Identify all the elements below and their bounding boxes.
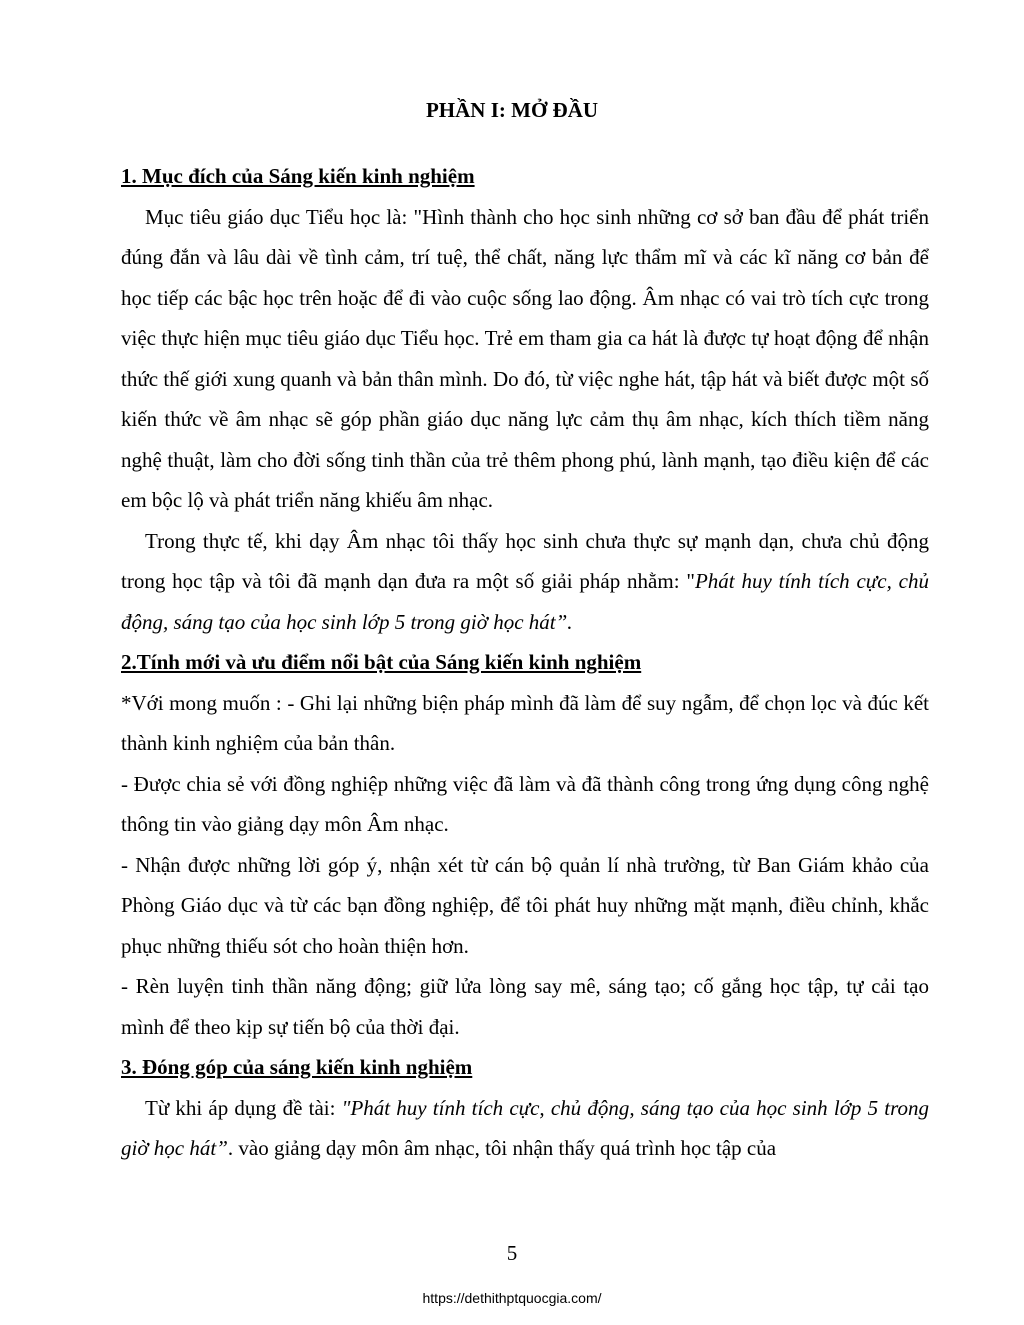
initiative-title-italic-2: "Phát huy tính tích cực, chủ động, sáng tạo của học sinh lớp 5 trong giờ học hát” <box>121 1095 929 1160</box>
section-2-heading: 2.Tính mới và ưu điểm nổi bật của Sáng kiến kinh nghiệm <box>121 650 642 674</box>
section-3-paragraph-1-tail: . vào giảng dạy môn âm nhạc, tôi nhận thấy quá trình học tập của <box>227 1136 777 1160</box>
section-1-paragraph-1: Mục tiêu giáo dục Tiểu học là: "Hình thành cho học sinh những cơ sở ban đầu để phát triển đúng đắn và lâu dài về tình cảm, trí tuệ, thể chất, năng lực thẩm mĩ và các kĩ năng cơ bản để học tiếp các bậc học trên hoặc để đi vào cuộc sống lao động. Âm nhạc có vai trò tích cực trong việc thực hiện mục tiêu giáo dục Tiểu học. Trẻ em tham gia ca hát là được tự hoạt động để nhận thức thế giới xung quanh và bản thân mình. Do đó, từ việc nghe hát, tập hát và biết được một số kiến thức về âm nhạc sẽ góp phần giáo dục năng lực cảm thụ âm nhạc, kích thích tiềm năng nghệ thuật, làm cho đời sống tinh thần của trẻ thêm phong phú, lành mạnh, tạo điều kiện để các em bộc lộ và phát triển năng khiếu âm nhạc. <box>121 204 929 512</box>
section-2-paragraph-4: - Rèn luyện tinh thần năng động; giữ lửa lòng say mê, sáng tạo; cố gắng học tập, tự cải tạo mình để theo kịp sự tiến bộ của thời đại. <box>121 974 929 1039</box>
page-number: 5 <box>506 1241 518 1265</box>
section-3-paragraph-1-lead: Từ khi áp dụng đề tài: <box>145 1095 342 1120</box>
section-3-heading: 3. Đóng góp của sáng kiến kinh nghiệm <box>121 1055 473 1079</box>
section-2-paragraph-3: - Nhận được những lời góp ý, nhận xét từ cán bộ quản lí nhà trường, từ Ban Giám khảo của Phòng Giáo dục và từ các bạn đồng nghiệp, để tôi phát huy những mặt mạnh, điều chỉnh, khắc phục những thiếu sót cho hoàn thiện hơn. <box>121 852 929 958</box>
footer-url[interactable]: https://dethithptquocgia.com/ <box>422 1290 602 1306</box>
section-2-paragraph-2: - Được chia sẻ với đồng nghiệp những việc đã làm và đã thành công trong ứng dụng công nghệ thông tin vào giảng dạy môn Âm nhạc. <box>121 771 929 836</box>
section-3-paragraph-1 <box>121 1088 929 1169</box>
section-2-paragraph-1: *Với mong muốn : - Ghi lại những biện pháp mình đã làm để suy ngẫm, để chọn lọc và đúc kết thành kinh nghiệm của bản thân. <box>121 690 929 755</box>
section-1-paragraph-2 <box>121 521 929 643</box>
section-1-heading: 1. Mục đích của Sáng kiến kinh nghiệm <box>121 164 475 188</box>
initiative-title-italic: Phát huy tính tích cực, chủ động, sáng tạo của học sinh lớp 5 trong giờ học hát”. <box>121 569 929 634</box>
page-title: PHẦN I: MỞ ĐẦU <box>425 98 599 122</box>
section-1-paragraph-2-text: Trong thực tế, khi dạy Âm nhạc tôi thấy học sinh chưa thực sự mạnh dạn, chưa chủ động trong học tập và tôi đã mạnh dạn đưa ra một số giải pháp nhằm: " <box>121 528 929 593</box>
document-body <box>121 156 929 1169</box>
